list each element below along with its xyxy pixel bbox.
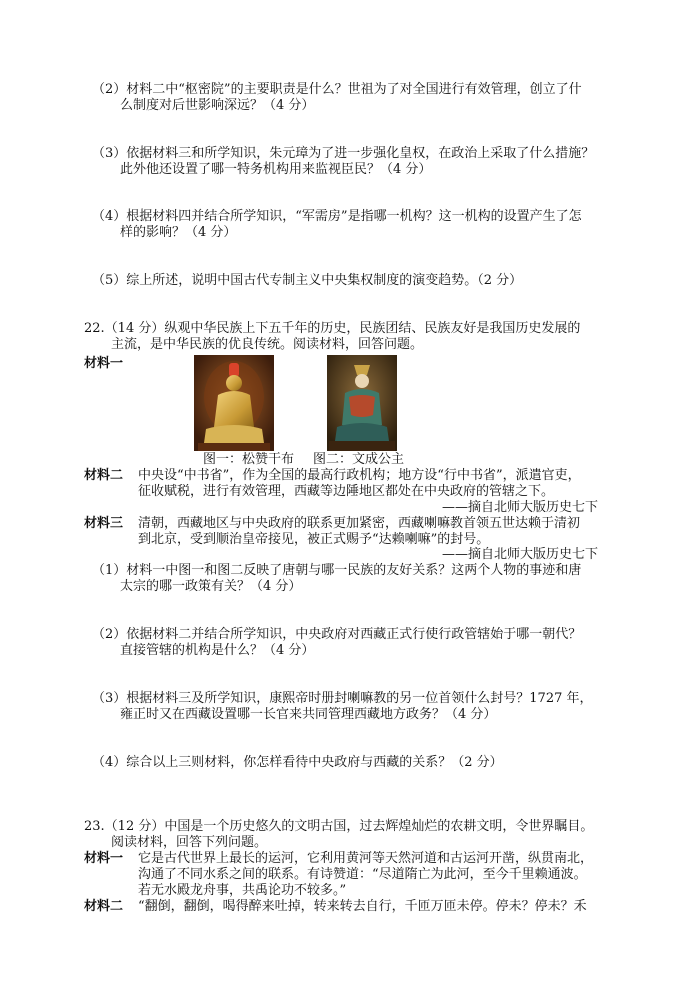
songtsen-gampo-image	[194, 355, 274, 451]
q22-material3-label: 材料三	[84, 516, 124, 531]
q22-material2-label: 材料二	[84, 468, 124, 483]
q22-material3-line1: 清朝，西藏地区与中央政府的联系更加紧密，西藏喇嘛教首领五世达赖于清初	[138, 516, 581, 531]
q21-sub4-line2: 样的影响？（4 分）	[120, 225, 237, 240]
q22-sub3-line2: 雍正时又在西藏设置哪一长官来共同管理西藏地方政务？（4 分）	[120, 707, 497, 722]
q21-sub4-line1: （4）根据材料四并结合所学知识，“军需房”是指哪一机构？这一机构的设置产生了怎	[92, 209, 582, 224]
q22-material3-line2: 到北京，受到顺治皇帝接见，被正式赐予“达赖喇嘛”的封号。	[138, 532, 490, 547]
q22-intro-line2: 主流，是中华民族的优良传统。阅读材料，回答问题。	[111, 337, 424, 352]
princess-wencheng-image	[327, 355, 397, 451]
q23-intro-line1: 23.（12 分）中国是一个历史悠久的文明古国，过去辉煌灿烂的农耕文明，令世界瞩目。	[84, 819, 594, 834]
q21-sub2-line2: 么制度对后世影响深远？（4 分）	[120, 98, 315, 113]
q22-sub3-line1: （3）根据材料三及所学知识，康熙帝时册封喇嘛教的另一位首领什么封号？1727 年，	[92, 691, 593, 706]
q23-material2-line1: “翻倒，翻倒，喝得醉来吐掉，转来转去自行，千匝万匝未停。停未？停未？禾	[138, 899, 587, 914]
q21-sub3-line2: 此外他还设置了哪一特务机构用来监视臣民？（4 分）	[120, 162, 432, 177]
figure1-caption: 图一：松赞干布	[203, 452, 295, 467]
q22-material2-line2: 征收赋税，进行有效管理，西藏等边陲地区都处在中央政府的管辖之下。	[138, 484, 555, 499]
q22-sub2-line1: （2）依据材料二并结合所学知识，中央政府对西藏正式行使行政管辖始于哪一朝代？	[92, 627, 582, 642]
q22-intro-line1: 22.（14 分）纵观中华民族上下五千年的历史，民族团结、民族友好是我国历史发展的	[84, 321, 581, 336]
q22-sub4: （4）综合以上三则材料，你怎样看待中央政府与西藏的关系？（2 分）	[92, 755, 503, 770]
q23-material1-line1: 它是古代世界上最长的运河，它利用黄河等天然河道和古运河开凿，纵贯南北，	[138, 851, 594, 866]
q21-sub5: （5）综上所述，说明中国古代专制主义中央集权制度的演变趋势。（2 分）	[92, 273, 523, 288]
q23-material1-label: 材料一	[84, 851, 124, 866]
q23-material1-line2: 沟通了不同水系之间的联系。有诗赞道：“尽道隋亡为此河，至今千里赖通波。	[138, 867, 587, 882]
q23-intro-line2: 阅读材料，回答下列问题。	[111, 835, 268, 850]
q22-material3-source: ——摘自北师大版历史七下	[442, 547, 599, 562]
figure2-caption: 图二：文成公主	[313, 452, 405, 467]
q22-sub2-line2: 直接管辖的机构是什么？（4 分）	[120, 643, 315, 658]
q22-material1-label: 材料一	[84, 356, 124, 371]
q22-sub1-line1: （1）材料一中图一和图二反映了唐朝与哪一民族的友好关系？这两个人物的事迹和唐	[92, 563, 582, 578]
q22-material2-line1: 中央设“中书省”，作为全国的最高行政机构；地方设“行中书省”，派遣官吏，	[138, 468, 581, 483]
q21-sub3-line1: （3）依据材料三和所学知识，朱元璋为了进一步强化皇权，在政治上采取了什么措施？	[92, 146, 595, 161]
q23-material2-label: 材料二	[84, 899, 124, 914]
q21-sub2-line1: （2）材料二中“枢密院”的主要职责是什么？世祖为了对全国进行有效管理，创立了什	[92, 82, 582, 97]
q22-sub1-line2: 太宗的哪一政策有关？（4 分）	[120, 579, 302, 594]
q22-material2-source: ——摘自北师大版历史七下	[442, 500, 599, 515]
q23-material1-line3: 若无水殿龙舟事，共禹论功不较多。”	[138, 883, 347, 898]
